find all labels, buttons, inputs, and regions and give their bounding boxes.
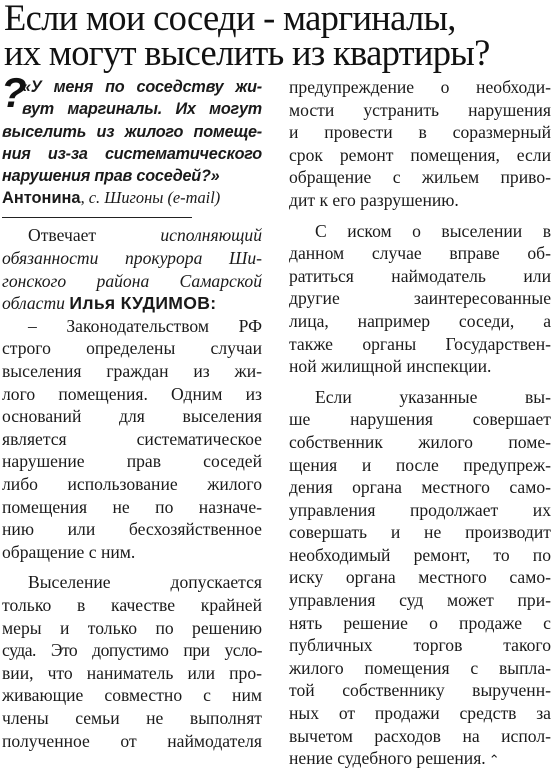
body-line: и провести в соразмерный xyxy=(289,122,551,143)
body-line: иску органа местного само- xyxy=(289,567,551,588)
body-line: ратиться наймодатель или xyxy=(289,265,551,286)
body-line: Выселение допускается xyxy=(28,572,262,593)
body-line: Если указанные вы- xyxy=(315,386,551,407)
body-line: вычетом расходов на испол- xyxy=(289,725,551,746)
body-line: оснований для выселения xyxy=(2,406,262,427)
headline-line-2: их могут выселить из квартиры? xyxy=(4,32,490,73)
body-line: обращение с жильем приво- xyxy=(289,167,551,188)
body-line: члены семьи не выполнят xyxy=(2,707,262,728)
answer-intro xyxy=(2,224,262,314)
body-line: выселения граждан из жи- xyxy=(2,361,262,382)
question-line: выселить из жилого помеще- xyxy=(2,122,262,141)
body-line: необходимый ремонт, то по xyxy=(289,544,551,565)
question-author: Антонина, с. Шигоны (e-mail) xyxy=(2,188,221,208)
author-place: с. Шигоны (e-mail) xyxy=(88,188,221,208)
left-column xyxy=(1,69,262,752)
body-line: меры и только по решению xyxy=(2,617,262,638)
intro-line: обязанности прокурора Ши- xyxy=(2,248,262,269)
body-line: жилого помещения с выпла- xyxy=(289,657,551,678)
body-line: вии, что наниматель или про- xyxy=(2,662,262,683)
article-headline xyxy=(4,0,549,73)
reader-question xyxy=(1,69,262,187)
body-line: также органы Государствен- xyxy=(289,333,551,354)
body-line: лого помещения. Одним из xyxy=(2,383,262,404)
answer-paragraph-5 xyxy=(289,386,551,773)
body-line: обращение с ним. xyxy=(2,541,136,562)
body-line: публичных торгов такого xyxy=(289,635,551,656)
body-line: лица, например соседи, а xyxy=(289,310,551,331)
body-line: данном случае вправе об- xyxy=(289,243,551,264)
body-line: предупреждение о необходи- xyxy=(289,77,551,97)
body-line: той собственнику вырученн- xyxy=(289,680,551,701)
caret-up-icon: ⌃ xyxy=(488,753,500,769)
question-line: «У меня по соседству жи- xyxy=(22,78,262,96)
body-line: нию или бесхозяйственное xyxy=(2,519,262,540)
body-line: управления продолжает их xyxy=(289,499,551,520)
body-line: суда. Это допустимо при усло- xyxy=(2,640,262,661)
body-line: нение судебного решения. ⌃ xyxy=(289,747,551,773)
body-line: помещения не по назначе- xyxy=(2,496,262,517)
body-line: другие заинтересованные xyxy=(289,288,551,309)
question-line: нарушения прав соседей?» xyxy=(2,167,220,186)
answer-paragraph-1 xyxy=(2,315,262,564)
body-line: управления суд может при- xyxy=(289,590,551,611)
section-divider xyxy=(2,217,192,218)
body-line: живающие совместно с ним xyxy=(2,685,262,706)
question-line: ния из-за систематического xyxy=(2,144,262,163)
body-line: – Законодательством РФ xyxy=(28,315,262,336)
respondent-name: Илья КУДИМОВ: xyxy=(69,293,217,314)
body-line: дит к его разрушению. xyxy=(289,189,459,210)
right-column xyxy=(289,76,551,773)
body-line: собственник жилого поме- xyxy=(289,431,551,452)
answer-paragraph-2 xyxy=(2,571,262,752)
question-line: вут маргиналы. Их могут xyxy=(22,100,262,119)
body-line: ше нарушения совершает xyxy=(289,409,551,430)
intro-line: Отвечает исполняющий xyxy=(28,225,262,246)
intro-line: области Илья КУДИМОВ: xyxy=(2,293,217,314)
body-line: дения органа местного само- xyxy=(289,477,551,498)
answer-paragraph-4 xyxy=(289,220,551,378)
body-line: мости устранить нарушения xyxy=(289,99,551,120)
body-line: либо использование жилого xyxy=(2,474,262,495)
body-line: ной жилищной инспекции. xyxy=(289,356,492,377)
body-line: нять решение о продаже с xyxy=(289,612,551,633)
body-line: нарушение прав соседей xyxy=(2,451,262,472)
body-line: является систематическое xyxy=(2,428,262,449)
answer-paragraph-3 xyxy=(289,76,551,212)
body-line: щения и после предупреж- xyxy=(289,454,551,475)
body-line: С иском о выселении в xyxy=(315,220,551,241)
body-line: совершать и не производит xyxy=(289,522,551,543)
question-mark-icon: ? xyxy=(1,69,27,116)
body-line: срок ремонт помещения, если xyxy=(289,144,551,165)
body-line: ных от продажи средств за xyxy=(289,703,551,724)
body-line: полученное от наймодателя xyxy=(2,730,262,751)
headline-line-1: Если мои соседи - маргиналы, xyxy=(4,0,456,38)
body-line: строго определены случаи xyxy=(2,338,262,359)
intro-line: гонского района Самарской xyxy=(2,270,262,291)
author-name: Антонина xyxy=(2,189,81,208)
body-line: только в качестве крайней xyxy=(2,594,262,615)
